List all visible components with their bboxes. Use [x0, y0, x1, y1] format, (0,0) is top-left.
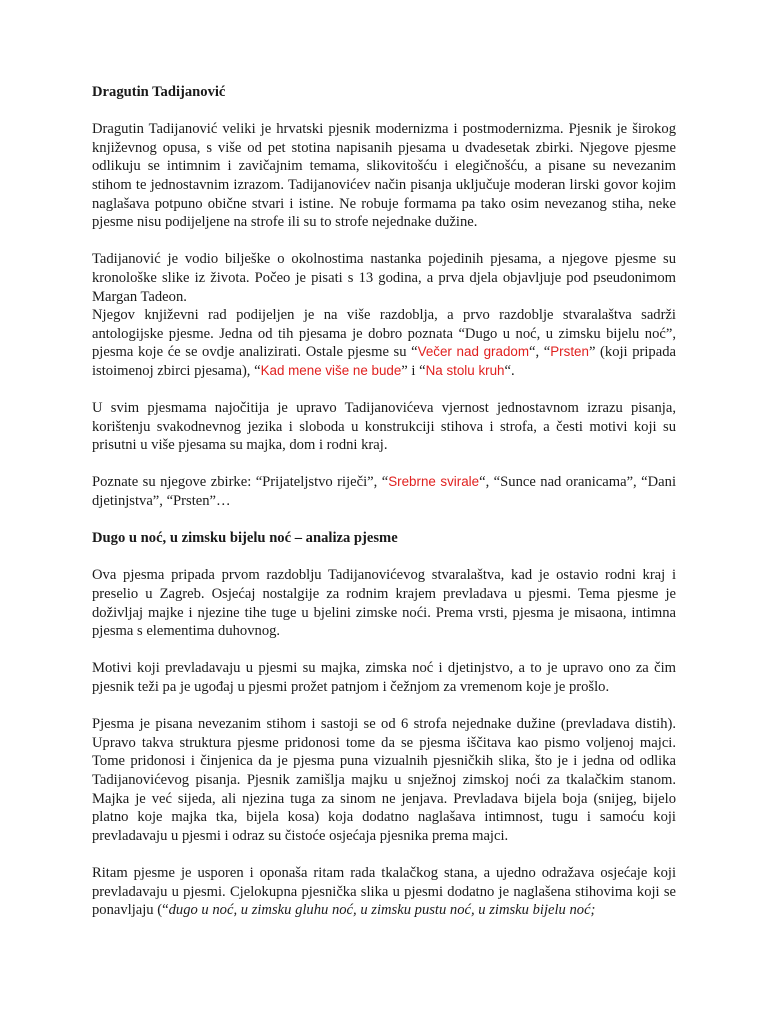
poem-link-na-stolu-kruh[interactable]: Na stolu kruh — [425, 362, 505, 378]
poem-link-kad-mene-vise-ne-bude[interactable]: Kad mene više ne bude — [260, 362, 402, 378]
collection-link-srebrne-svirale[interactable]: Srebrne svirale — [388, 474, 480, 490]
text-span: ” (koji pripada istoimenoj zbirci pjesama), “ — [92, 344, 676, 379]
poem-link-vecer-nad-gradom[interactable]: Večer nad gradom — [417, 344, 529, 360]
text-span: “. — [504, 362, 515, 379]
document-title: Dragutin Tadijanović — [92, 84, 226, 100]
text-span: Ritam pjesme je usporen i oponaša ritam rada tkalačkog stana, a ujedno odražava osjećaje koji prevladavaju u pjesmi. Cjelokupna pjesnička slika u pjesmi dodatno je naglašena stihovima koji se ponavljaju (“ — [92, 864, 676, 919]
text-span: Njegov književni rad podijeljen je na više razdoblja, a prvo razdoblje stvaralaštva sadrži antologijske pjesme. Jedna od tih pjesama je dobro poznata “Dugo u noć, u zimsku bijelu noć”, pjesma koje će se ovdje analizirati. Ostale pjesme su “ — [92, 307, 676, 361]
paragraph-style: U svim pjesmama najočitija je upravo Tadijanovićeva vjernost jednostavnom izrazu pisanja, korištenju svakodnevnog jezika i sloboda u konstrukciji stihova i strofa, a česti motivi koji su prisutni u više pjesama su majka, dom i rodni kraj. — [92, 400, 676, 454]
paragraph-intro: Dragutin Tadijanović veliki je hrvatski pjesnik modernizma i postmodernizma. Pjesnik je širokog književnog opusa, s više od pet stotina napisanih pjesama u dvadesetak zbirki. Njegove pjesme odlikuju se intimnim i zavičajnim temama, slikovitošću i elegičnošću, a pisane su nevezanim stihom te jednostavnim izrazom. Tadijanovićev način pisanja uključuje moderan lirski govor kojim naglašava potpuno obične stvari i istine. Ne robuje formama pa tako osim nevezanog stiha, neke pjesme nisu podijeljene na strofe ili su to strofe nejednake dužine. — [92, 121, 676, 231]
quoted-verse: dugo u noć, u zimsku gluhu noć, u zimsku pustu noć, u zimsku bijelu noć; — [168, 902, 596, 919]
text-span: Poznate su njegove zbirke: “Prijateljstvo riječi”, “ — [92, 474, 389, 491]
paragraph-analysis-1: Ova pjesma pripada prvom razdoblju Tadijanovićevog stvaralaštva, kad je ostavio rodni kraj i preselio u Zagreb. Osjećaj nostalgije za rodnim krajem prevladava u pjesmi. Tema pjesme je doživljaj majke i njezine tihe tuge u bjelini zimske noći. Prema vrsti, pjesma je misaona, intimna pjesma s elementima duhovnog. — [92, 567, 676, 640]
paragraph-periods — [92, 306, 676, 380]
text-span: “, “Sunce nad oranicama”, “Dani djetinjstva”, “Prsten”… — [92, 474, 676, 510]
document-body — [92, 83, 676, 920]
paragraph-collections — [92, 473, 676, 510]
paragraph-notes: Tadijanović je vodio bilješke o okolnostima nastanka pojedinih pjesama, a njegove pjesme su kronološke slike iz života. Počeo je pisati s 13 godina, a prva djela objavljuje pod pseudonimom Margan Tadeon. — [92, 251, 676, 305]
paragraph-rhythm — [92, 864, 676, 920]
text-span: ” i “ — [401, 362, 426, 379]
paragraph-structure: Pjesma je pisana nevezanim stihom i sastoji se od 6 strofa nejednake dužine (prevladava distih). Upravo takva struktura pjesme pridonosi tome da se pjesma iščitava kao pismo voljenoj majci. Tome pridonosi i činjenica da je pjesma puna vizualnih pjesničkih slika, što je i jedna od odlika Tadijanovićevog pisanja. Pjesnik zamišlja majku u snježnoj zimskoj noći za tkalačkim stanom. Majka je već sijeda, ali njezina tuga za sinom ne jenjava. Prevladava bijela boja (snijeg, bijelo platno koje majka tka, bijela kosa) koja dodatno naglašava intimnost, tugu i samoću koji prevladavaju u pjesmi i odraz su čistoće osjećaja pjesnika prema majci. — [92, 716, 676, 844]
poem-link-prsten[interactable]: Prsten — [550, 344, 589, 360]
section-heading-analysis: Dugo u noć, u zimsku bijelu noć – analiza pjesme — [92, 530, 398, 547]
text-span: “, “ — [529, 344, 551, 361]
paragraph-motifs: Motivi koji prevladavaju u pjesmi su majka, zimska noć i djetinjstvo, a to je upravo ono za čim pjesnik teži pa je ugođaj u pjesmi prožet patnjom i čežnjom za vremenom koje je prošlo. — [92, 660, 676, 695]
